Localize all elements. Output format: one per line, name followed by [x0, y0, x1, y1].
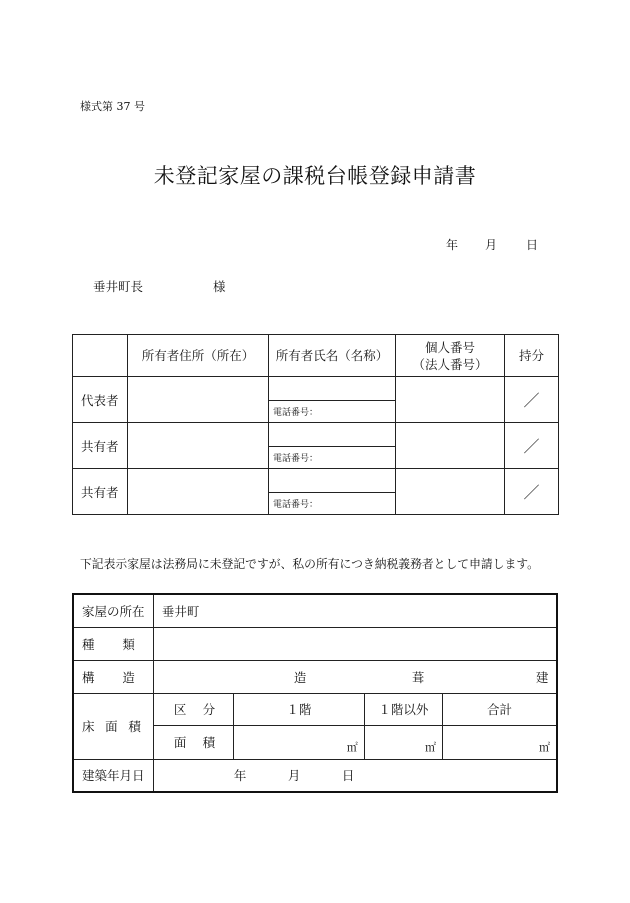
header-share: 持分 [505, 335, 559, 377]
addressee-honorific: 様 [213, 279, 226, 294]
owner-share-field[interactable]: ／ [505, 423, 559, 469]
division-label-char2: 分 [202, 702, 216, 717]
structure-field[interactable] [153, 660, 557, 693]
owner-row [73, 377, 559, 401]
owner-tel-field[interactable]: 電話番号： [269, 447, 396, 469]
structure-roof-suffix: 葺 [411, 669, 425, 685]
owner-name-field[interactable] [269, 423, 396, 447]
type-row [73, 627, 557, 660]
total-area-field[interactable]: ㎡ [443, 725, 558, 759]
owner-number-field[interactable] [396, 423, 505, 469]
floor-area-label-char2: 面 [105, 719, 118, 734]
addressee-name: 垂井町長 [93, 279, 144, 294]
notice-text: 下記表示家屋は法務局に未登記ですが、私の所有につき納税義務者として申請します。 [80, 557, 539, 571]
type-label-char2: 類 [122, 636, 135, 652]
type-field[interactable] [153, 627, 557, 660]
type-label [73, 627, 153, 660]
built-month-label: 月 [287, 768, 301, 784]
area-label-char1: 面 [173, 735, 187, 750]
division-label [153, 693, 233, 725]
form-number: 様式第 37 号 [80, 100, 145, 113]
document-title: 未登記家屋の課税台帳登録申請書 [153, 164, 477, 188]
floor-area-label [73, 693, 153, 759]
owners-table [72, 334, 559, 515]
floor-area-label-char1: 床 [82, 719, 95, 734]
floor-area-label-char3: 積 [128, 719, 141, 734]
structure-label-char1: 構 [82, 669, 95, 685]
owner-address-field[interactable] [128, 423, 269, 469]
built-date-label: 建築年月日 [73, 759, 153, 792]
column-other-floors: １階以外 [364, 693, 442, 725]
location-field[interactable]: 垂井町 [153, 594, 557, 627]
owner-number-field[interactable] [396, 377, 505, 423]
owner-role: 共有者 [73, 423, 128, 469]
owner-share-field[interactable]: ／ [505, 377, 559, 423]
structure-material-suffix: 造 [293, 669, 307, 685]
built-date-row [73, 759, 557, 792]
area-label [153, 725, 233, 759]
date-year-label: 年 [446, 238, 459, 252]
structure-row [73, 660, 557, 693]
owner-number-field[interactable] [396, 469, 505, 515]
header-personal-number [396, 335, 505, 377]
division-label-char1: 区 [173, 702, 187, 717]
owner-share-field[interactable]: ／ [505, 469, 559, 515]
type-label-char1: 種 [82, 636, 95, 652]
header-owner-address: 所有者住所（所在） [128, 335, 269, 377]
built-date-field[interactable] [153, 759, 557, 792]
built-day-label: 日 [341, 768, 355, 784]
header-owner-name: 所有者氏名（名称） [269, 335, 396, 377]
owner-role: 代表者 [73, 377, 128, 423]
column-total: 合計 [443, 693, 558, 725]
floor-division-row [73, 693, 557, 725]
owner-tel-field[interactable]: 電話番号： [269, 493, 396, 515]
area-label-char2: 積 [202, 735, 216, 750]
owner-row [73, 469, 559, 493]
date-day-label: 日 [526, 238, 539, 252]
header-personal-number-line1: 個人番号 [424, 339, 475, 355]
structure-label [73, 660, 153, 693]
built-year-label: 年 [233, 768, 247, 784]
owner-tel-field[interactable]: 電話番号： [269, 401, 396, 423]
location-row [73, 594, 557, 627]
owner-row [73, 423, 559, 447]
column-first-floor: １階 [234, 693, 365, 725]
owners-header-row [73, 335, 559, 377]
location-label: 家屋の所在 [73, 594, 153, 627]
other-floors-area-field[interactable]: ㎡ [364, 725, 442, 759]
owner-name-field[interactable] [269, 469, 396, 493]
structure-label-char2: 造 [122, 669, 135, 685]
header-blank [73, 335, 128, 377]
date-month-label: 月 [485, 238, 498, 252]
header-personal-number-line2: （法人番号） [412, 356, 488, 372]
owner-name-field[interactable] [269, 377, 396, 401]
owner-address-field[interactable] [128, 469, 269, 515]
owner-address-field[interactable] [128, 377, 269, 423]
owner-role: 共有者 [73, 469, 128, 515]
house-table [72, 593, 558, 793]
first-floor-area-field[interactable]: ㎡ [234, 725, 365, 759]
structure-floors-suffix: 建 [535, 669, 549, 685]
